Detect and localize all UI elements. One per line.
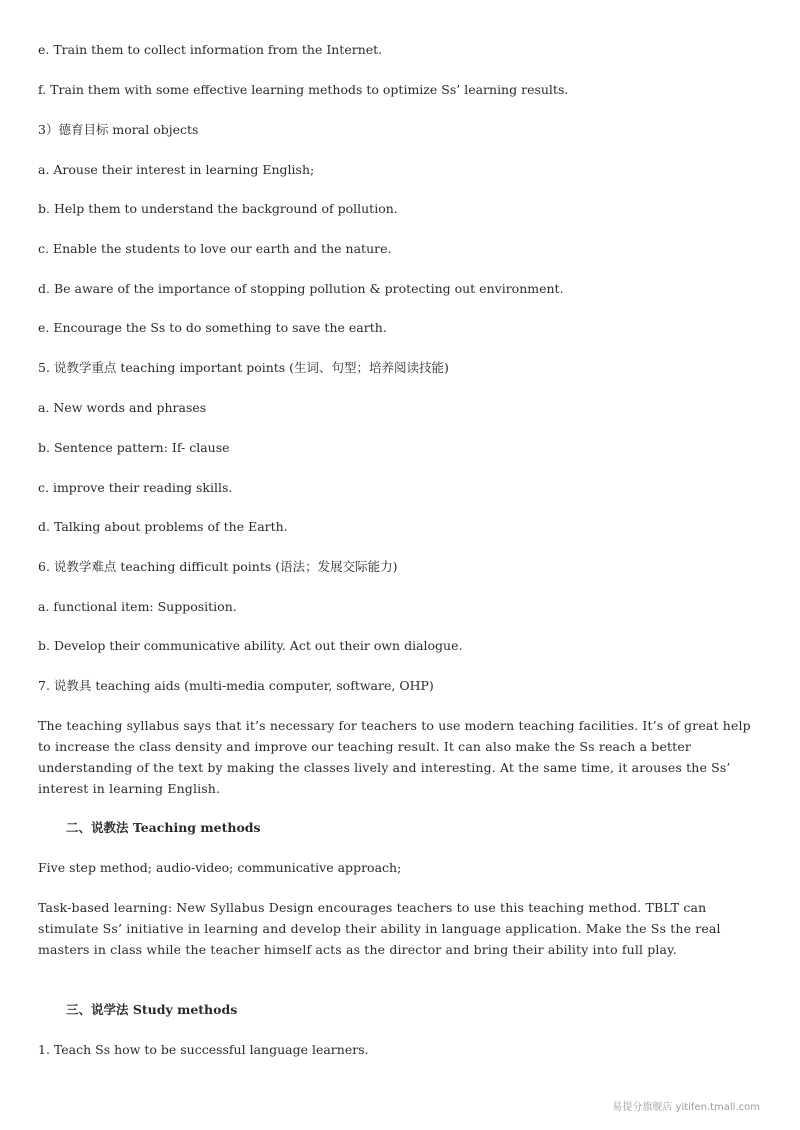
list-item-a-new-words: a. New words and phrases [38,400,207,415]
list-item-d-stop-pollution: d. Be aware of the importance of stopping pollution & protecting out environment. [38,281,564,296]
list-item-a-arouse-interest: a. Arouse their interest in learning English; [38,162,315,177]
section-important-points: 5. 说教学重点 teaching important points (生词、句型；培养阅读技能) [38,360,449,375]
heading-study-methods: 三、说学法 Study methods [66,1002,238,1017]
list-item-a-functional-item: a. functional item: Supposition. [38,599,237,614]
list-item-1-successful-learners: 1. Teach Ss how to be successful language learners. [38,1042,369,1057]
section-difficult-points: 6. 说教学难点 teaching difficult points (语法；发展交际能力) [38,559,398,574]
paragraph-five-step-method: Five step method; audio-video; communicative approach; [38,860,402,875]
section-moral-objects: 3）德育目标 moral objects [38,122,199,137]
footer-watermark: 易提分旗舰店 yitifen.tmall.com [612,1102,760,1113]
list-item-f-learning-methods: f. Train them with some effective learning methods to optimize Ss’ learning results. [38,82,569,97]
list-item-c-love-earth: c. Enable the students to love our earth and the nature. [38,241,392,256]
list-item-b-communicative-ability: b. Develop their communicative ability. Act out their own dialogue. [38,638,463,653]
list-item-b-pollution-background: b. Help them to understand the background of pollution. [38,201,398,216]
list-item-e-save-earth: e. Encourage the Ss to do something to save the earth. [38,320,387,335]
heading-teaching-methods: 二、说教法 Teaching methods [66,820,261,835]
list-item-d-earth-problems: d. Talking about problems of the Earth. [38,519,288,534]
list-item-c-reading-skills: c. improve their reading skills. [38,480,233,495]
paragraph-teaching-syllabus: The teaching syllabus says that it’s necessary for teachers to use modern teaching facilities. It’s of great help to increase the class density and improve our teaching result. It can also make the Ss reach a better understanding of the text by making the classes lively and interesting. At the same time, it arouses the Ss’ interest in learning English. [38,718,751,796]
list-item-e-train-internet: e. Train them to collect information from the Internet. [38,42,383,57]
paragraph-task-based-learning: Task-based learning: New Syllabus Design encourages teachers to use this teaching method. TBLT can stimulate Ss’ initiative in learning and develop their ability in language application. Make the Ss the real masters in class while the teacher himself acts as the director and bring their ability into full play. [38,900,721,957]
list-item-b-sentence-pattern: b. Sentence pattern: If- clause [38,440,230,455]
section-teaching-aids: 7. 说教具 teaching aids (multi-media computer, software, OHP) [38,678,434,693]
